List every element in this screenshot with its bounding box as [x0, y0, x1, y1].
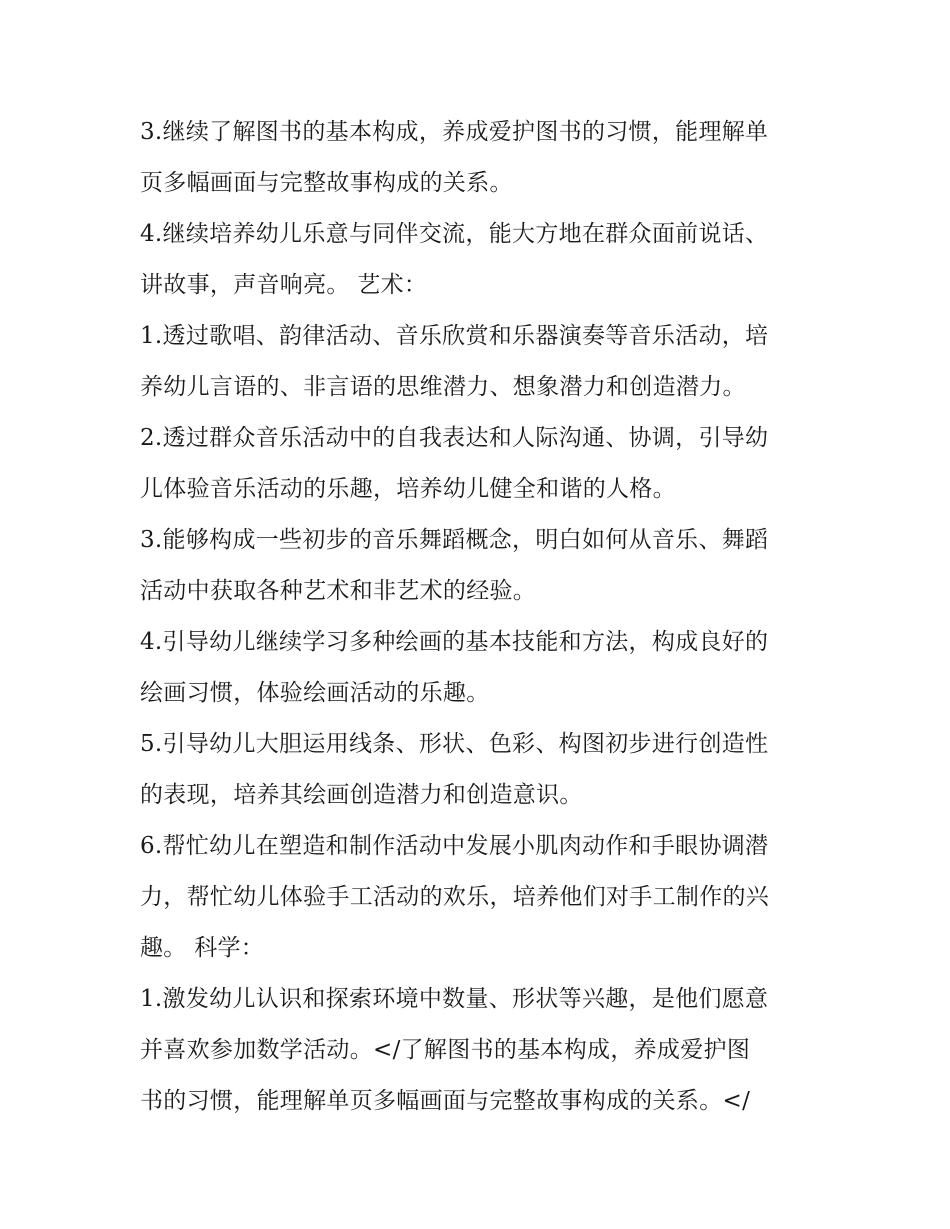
text-line: 讲故事，声音响亮。 艺术： [140, 272, 428, 298]
text-line: 绘画习惯，体验绘画活动的乐趣。 [140, 680, 490, 706]
text-line: 3.能够构成一些初步的音乐舞蹈概念，明白如何从音乐、舞蹈 [140, 527, 769, 553]
text-line: 2.透过群众音乐活动中的自我表达和人际沟通、协调，引导幼 [140, 425, 769, 451]
text-line: 力，帮忙幼儿体验手工活动的欢乐，培养他们对手工制作的兴 [140, 884, 770, 910]
text-line: 养幼儿言语的、非言语的思维潜力、想象潜力和创造潜力。 [140, 374, 746, 400]
text-line: 趣。 科学： [140, 935, 265, 961]
text-line: 页多幅画面与完整故事构成的关系。 [140, 170, 513, 196]
document-body [140, 107, 820, 1127]
text-line: 活动中获取各种艺术和非艺术的经验。 [140, 578, 537, 604]
text-line: 1.透过歌唱、韵律活动、音乐欣赏和乐器演奏等音乐活动，培 [140, 323, 769, 349]
text-line: 的表现，培养其绘画创造潜力和创造意识。 [140, 782, 583, 808]
text-line: 1.激发幼儿认识和探索环境中数量、形状等兴趣，是他们愿意 [140, 986, 769, 1012]
text-line: 4.继续培养幼儿乐意与同伴交流，能大方地在群众面前说话、 [140, 221, 769, 247]
text-line: 并喜欢参加数学活动。</了解图书的基本构成，养成爱护图 [140, 1037, 751, 1063]
text-line: 书的习惯，能理解单页多幅画面与完整故事构成的关系。</ [140, 1088, 751, 1114]
text-line: 3.继续了解图书的基本构成，养成爱护图书的习惯，能理解单 [140, 119, 769, 145]
text-line: 儿体验音乐活动的乐趣，培养幼儿健全和谐的人格。 [140, 476, 676, 502]
text-line: 6.帮忙幼儿在塑造和制作活动中发展小肌肉动作和手眼协调潜 [140, 833, 769, 859]
text-line: 4.引导幼儿继续学习多种绘画的基本技能和方法，构成良好的 [140, 629, 769, 655]
text-line: 5.引导幼儿大胆运用线条、形状、色彩、构图初步进行创造性 [140, 731, 769, 757]
